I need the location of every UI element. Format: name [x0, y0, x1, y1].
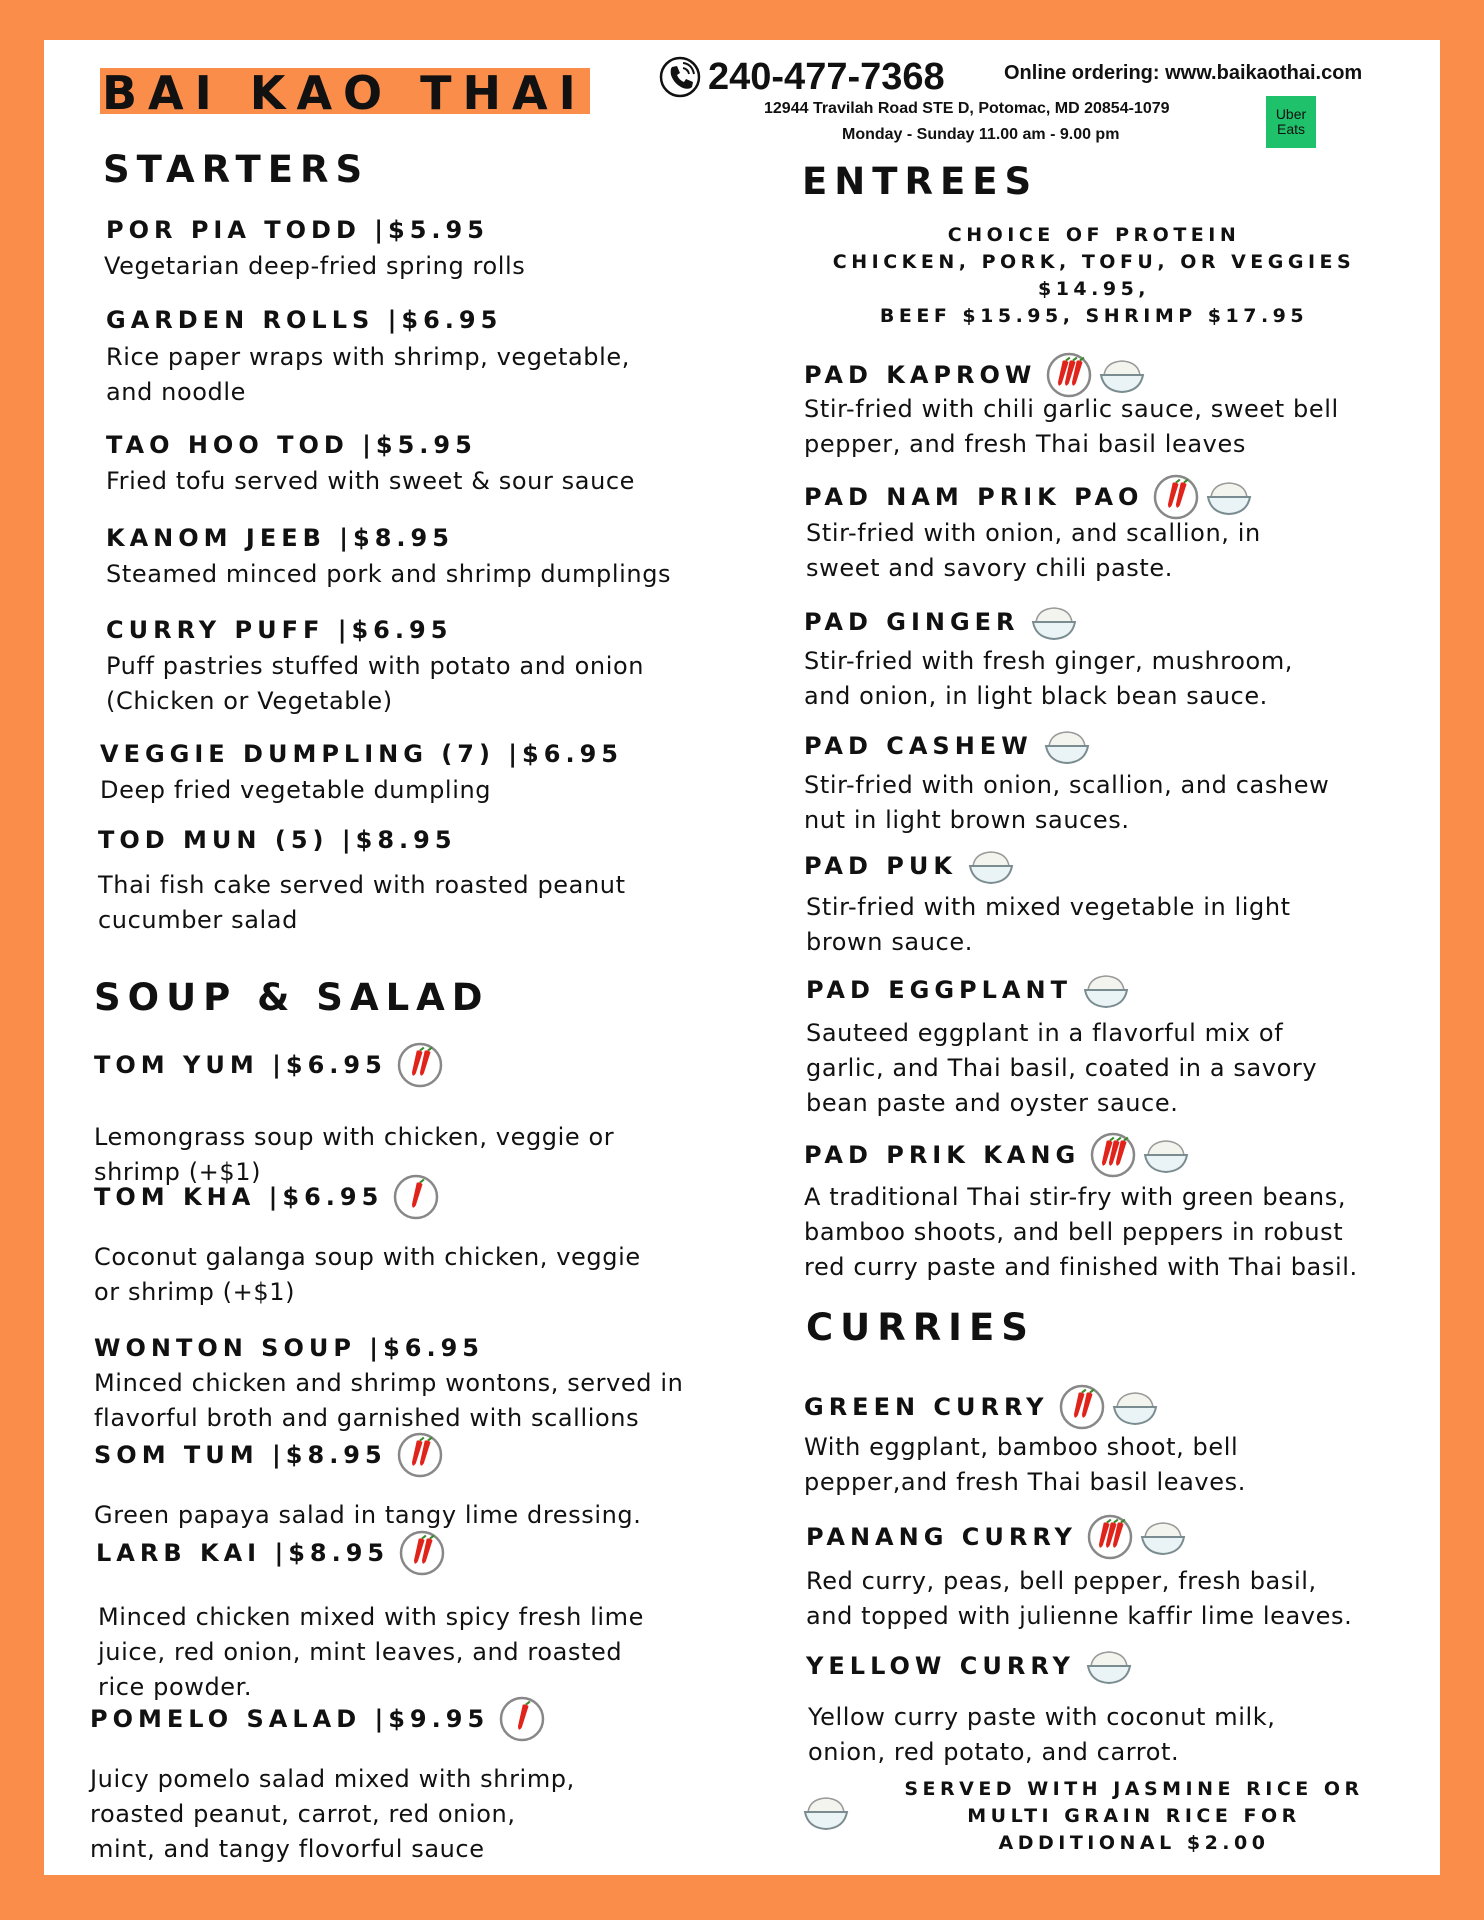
item-name-text: YELLOW CURRY [806, 1652, 1075, 1680]
menu-item [804, 602, 1078, 642]
curries-heading: CURRIES [806, 1306, 1035, 1349]
item-description [804, 644, 1293, 714]
served-line: MULTI GRAIN RICE FOR [967, 1805, 1301, 1827]
phone-number[interactable]: 240-477-7368 [708, 55, 945, 98]
item-name: TOD MUN (5) |$8.95 [98, 826, 457, 854]
item-name [804, 726, 1091, 766]
rice-bowl-icon [1043, 726, 1091, 766]
desc-line: and onion, in light black bean sauce. [804, 682, 1268, 710]
item-name-text: SOM TUM |$8.95 [94, 1441, 387, 1469]
menu-item [804, 726, 1091, 766]
item-name [804, 1132, 1190, 1178]
item-name-text: PAD GINGER [804, 608, 1020, 636]
desc-line: Green papaya salad in tangy lime dressing. [94, 1501, 642, 1529]
desc-line: garlic, and Thai basil, coated in a savory [806, 1054, 1318, 1082]
item-name: CURRY PUFF |$6.95 [106, 616, 453, 644]
rice-bowl-icon [1205, 477, 1253, 517]
menu-page [44, 40, 1440, 1875]
menu-item [806, 1646, 1133, 1686]
menu-item [98, 826, 457, 854]
desc-line: Minced chicken and shrimp wontons, served in [94, 1369, 684, 1397]
opening-hours: Monday - Sunday 11.00 am - 9.00 pm [842, 126, 1120, 143]
desc-line: pepper,and fresh Thai basil leaves. [804, 1468, 1246, 1496]
desc-line: Rice paper wraps with shrimp, vegetable, [106, 343, 630, 371]
phone-contact[interactable] [658, 52, 945, 102]
chili-icon [1059, 1384, 1105, 1430]
chili-icon [499, 1696, 545, 1742]
desc-line: rice powder. [98, 1673, 253, 1701]
menu-item [106, 306, 502, 334]
desc-line: mint, and tangy flovorful sauce [90, 1835, 485, 1863]
desc-line: Puff pastries stuffed with potato and onion [106, 652, 645, 680]
item-name: KANOM JEEB |$8.95 [106, 524, 454, 552]
chili-icon [1090, 1132, 1136, 1178]
item-description [94, 1366, 683, 1436]
item-description [106, 464, 635, 499]
desc-line: Stir-fried with fresh ginger, mushroom, [804, 647, 1294, 675]
desc-line: roasted peanut, carrot, red onion, [90, 1800, 516, 1828]
item-description [90, 1762, 575, 1867]
item-description [804, 768, 1329, 838]
item-name [806, 1646, 1133, 1686]
item-name: WONTON SOUP |$6.95 [94, 1334, 484, 1362]
item-description [100, 773, 491, 808]
menu-item [804, 474, 1253, 520]
item-name [94, 1432, 443, 1478]
menu-item [106, 616, 452, 644]
desc-line: juice, red onion, mint leaves, and roasted [98, 1638, 623, 1666]
menu-item [804, 846, 1015, 886]
item-description [806, 1016, 1317, 1121]
item-name-text: PAD KAPROW [804, 361, 1037, 389]
rice-bowl-icon [1030, 602, 1078, 642]
rice-bowl-icon [802, 1792, 850, 1832]
menu-item [90, 1696, 545, 1742]
menu-item [106, 216, 489, 244]
desc-line: Stir-fried with onion, scallion, and cashew [804, 771, 1330, 799]
item-description [94, 1240, 641, 1310]
desc-line: shrimp (+$1) [94, 1158, 262, 1186]
starters-heading: STARTERS [103, 148, 370, 191]
desc-line: flavorful broth and garnished with scallions [94, 1404, 640, 1432]
chili-icon [397, 1432, 443, 1478]
desc-line: Minced chicken mixed with spicy fresh lime [98, 1603, 645, 1631]
desc-line: brown sauce. [806, 928, 973, 956]
rice-bowl-icon [1142, 1135, 1190, 1175]
chili-icon [1153, 474, 1199, 520]
rice-bowl-icon [1085, 1646, 1133, 1686]
item-name-text: PAD PRIK KANG [804, 1141, 1081, 1169]
rice-bowl-icon [1139, 1517, 1187, 1557]
desc-line: bean paste and oyster sauce. [806, 1089, 1179, 1117]
desc-line: bamboo shoots, and bell peppers in robust [804, 1218, 1344, 1246]
menu-item [806, 1514, 1187, 1560]
served-line: ADDITIONAL $2.00 [998, 1832, 1270, 1854]
desc-line: Yellow curry paste with coconut milk, [808, 1703, 1276, 1731]
item-name [804, 1384, 1159, 1430]
desc-line: Red curry, peas, bell pepper, fresh basil, [806, 1567, 1317, 1595]
desc-line: With eggplant, bamboo shoot, bell [804, 1433, 1239, 1461]
desc-line: Steamed minced pork and shrimp dumplings [106, 560, 672, 588]
item-description [106, 340, 630, 410]
menu-item [96, 1530, 445, 1576]
protein-choice [804, 222, 1384, 330]
rice-bowl-icon [802, 1792, 850, 1832]
desc-line: A traditional Thai stir-fry with green beans, [804, 1183, 1347, 1211]
menu-item [106, 524, 454, 552]
item-name [90, 1696, 545, 1742]
chili-icon [397, 1042, 443, 1088]
item-description [98, 1600, 644, 1705]
item-name-text: PAD CASHEW [804, 732, 1033, 760]
item-name [94, 1174, 439, 1220]
item-name: GARDEN ROLLS |$6.95 [106, 306, 503, 334]
protein-line: $14.95, [1037, 278, 1151, 300]
item-name [804, 474, 1253, 520]
desc-line: Stir-fried with onion, and scallion, in [806, 519, 1261, 547]
rice-bowl-icon [1082, 970, 1130, 1010]
item-description [808, 1700, 1276, 1770]
item-name-text: GREEN CURRY [804, 1393, 1049, 1421]
served-with-note [864, 1776, 1404, 1857]
chili-icon [1087, 1514, 1133, 1560]
item-name-text: POMELO SALAD |$9.95 [90, 1705, 490, 1733]
soup-salad-heading: SOUP & SALAD [94, 976, 490, 1019]
menu-item [804, 1132, 1190, 1178]
rice-bowl-icon [1098, 355, 1146, 395]
protein-line: BEEF $15.95, SHRIMP $17.95 [879, 305, 1309, 327]
protein-line: CHOICE OF PROTEIN [947, 224, 1241, 246]
item-name [804, 846, 1015, 886]
restaurant-name: BAI KAO THAI [102, 66, 587, 120]
chili-icon [393, 1174, 439, 1220]
item-name [94, 1042, 443, 1088]
item-name [806, 970, 1130, 1010]
chili-icon [399, 1530, 445, 1576]
desc-line: nut in light brown sauces. [804, 806, 1130, 834]
item-description [106, 649, 644, 719]
phone-icon [658, 55, 702, 99]
item-name [96, 1530, 445, 1576]
desc-line: Vegetarian deep-fried spring rolls [104, 252, 526, 280]
item-description [106, 557, 671, 592]
desc-line: Fried tofu served with sweet & sour sauce [106, 467, 636, 495]
online-ordering-link[interactable]: Online ordering: www.baikaothai.com [1004, 62, 1363, 84]
entrees-heading: ENTREES [802, 160, 1039, 203]
menu-item [94, 1042, 443, 1088]
item-name-text: PAD EGGPLANT [806, 976, 1072, 1004]
desc-line: Juicy pomelo salad mixed with shrimp, [90, 1765, 575, 1793]
rice-bowl-icon [1111, 1387, 1159, 1427]
item-description [806, 516, 1261, 586]
uber-eats-logo[interactable] [1266, 96, 1316, 148]
desc-line: Deep fried vegetable dumpling [100, 776, 492, 804]
item-name-text: LARB KAI |$8.95 [96, 1539, 390, 1567]
menu-item [100, 740, 623, 768]
menu-item [94, 1432, 443, 1478]
desc-line: cucumber salad [98, 906, 298, 934]
desc-line: and noodle [106, 378, 247, 406]
menu-item [106, 431, 477, 459]
item-description [804, 1430, 1246, 1500]
address: 12944 Travilah Road STE D, Potomac, MD 20854-1079 [764, 100, 1170, 117]
rice-bowl-icon [967, 846, 1015, 886]
item-description [806, 890, 1291, 960]
item-name [806, 1514, 1187, 1560]
desc-line: or shrimp (+$1) [94, 1278, 296, 1306]
item-description [804, 392, 1339, 462]
desc-line: pepper, and fresh Thai basil leaves [804, 430, 1246, 458]
item-name: POR PIA TODD |$5.95 [106, 216, 489, 244]
desc-line: and topped with julienne kaffir lime leaves. [806, 1602, 1353, 1630]
menu-item [94, 1334, 484, 1362]
served-line: SERVED WITH JASMINE RICE OR [904, 1778, 1364, 1800]
desc-line: Thai fish cake served with roasted peanut [98, 871, 626, 899]
uber-logo-line1: Uber [1275, 106, 1307, 122]
desc-line: Coconut galanga soup with chicken, veggie [94, 1243, 641, 1271]
menu-item [94, 1174, 439, 1220]
protein-line: CHICKEN, PORK, TOFU, OR VEGGIES [832, 251, 1356, 273]
desc-line: onion, red potato, and carrot. [808, 1738, 1180, 1766]
desc-line: red curry paste and finished with Thai basil. [804, 1253, 1358, 1281]
menu-item [804, 1384, 1159, 1430]
item-description [804, 1180, 1358, 1285]
item-name: VEGGIE DUMPLING (7) |$6.95 [100, 740, 623, 768]
uber-logo-line2: Eats [1276, 121, 1305, 137]
item-description [104, 249, 525, 284]
item-name-text: PAD NAM PRIK PAO [804, 483, 1144, 511]
item-name [804, 602, 1078, 642]
desc-line: Sauteed eggplant in a flavorful mix of [806, 1019, 1284, 1047]
item-description [98, 868, 626, 938]
item-name-text: PAD PUK [804, 852, 957, 880]
menu-item [806, 970, 1130, 1010]
desc-line: (Chicken or Vegetable) [106, 687, 393, 715]
item-name-text: TOM KHA |$6.95 [94, 1183, 384, 1211]
desc-line: Stir-fried with chili garlic sauce, sweet bell [804, 395, 1339, 423]
item-description [94, 1498, 641, 1533]
item-name: TAO HOO TOD |$5.95 [106, 431, 477, 459]
desc-line: Lemongrass soup with chicken, veggie or [94, 1123, 615, 1151]
desc-line: Stir-fried with mixed vegetable in light [806, 893, 1291, 921]
desc-line: sweet and savory chili paste. [806, 554, 1173, 582]
item-description [806, 1564, 1352, 1634]
item-name-text: PANANG CURRY [806, 1523, 1077, 1551]
item-name-text: TOM YUM |$6.95 [94, 1051, 387, 1079]
